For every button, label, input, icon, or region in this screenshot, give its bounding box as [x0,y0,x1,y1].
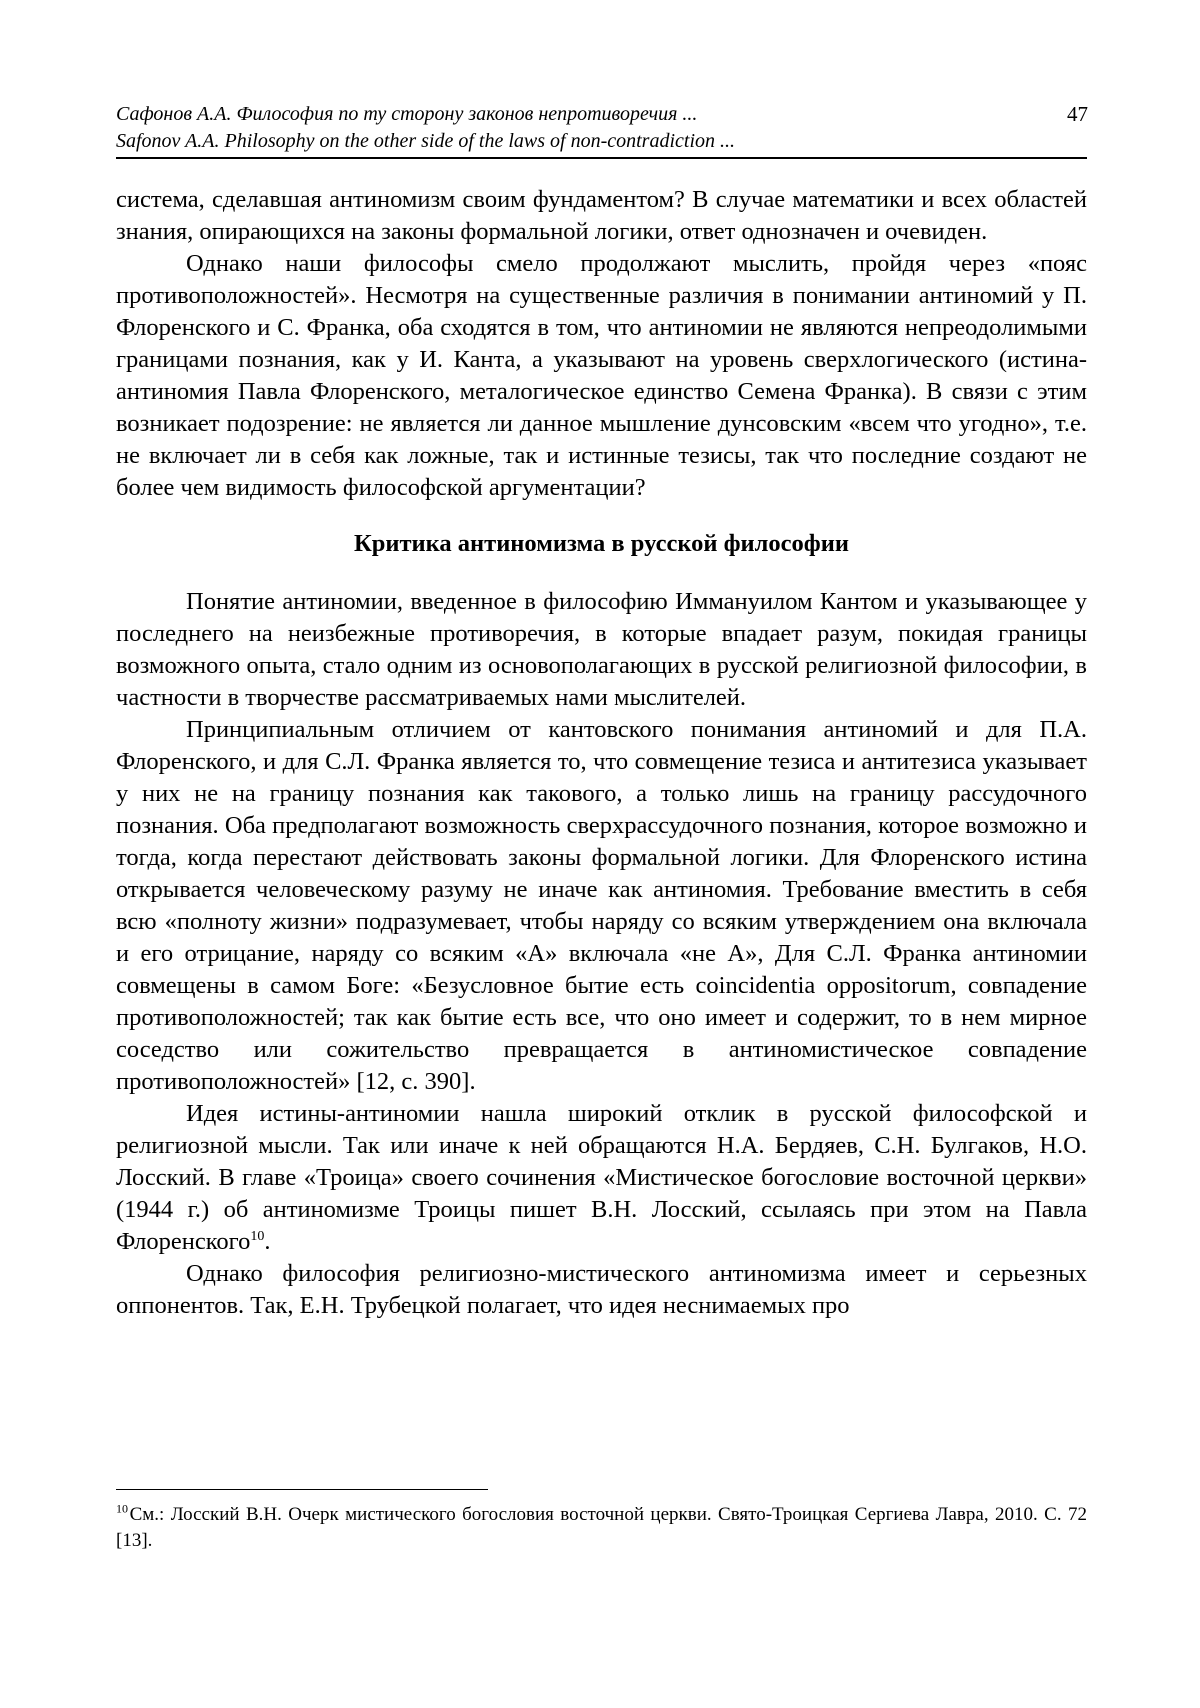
paragraph-continued: система, сделавшая антиномизм своим фундаментом? В случае математики и всех областей знания, опирающихся на законы формальной логики, ответ однозначен и очевиден. [116,186,1087,245]
header-title-ru: Сафонов А.А. Философия по ту сторону законов непротиворечия ... [116,103,698,125]
header-title-en: Safonov A.A. Philosophy on the other side of the laws of non-contradiction ... [116,130,736,152]
footnote-number: 10 [116,1501,128,1516]
paragraph: Понятие антиномии, введенное в философию Иммануилом Кантом и указывающее у последнего на неизбежные противоречия, в которые впадает разум, покидая границы возможного опыта, стало одним из основополагающих в русской религиозной философии, в частности в творчестве рассматриваемых нами мыслителей. [116,588,1087,711]
paragraph-tail: . [264,1228,271,1255]
paragraph-text: Идея истины-антиномии нашла широкий отклик в русской философской и религиозной мысли. Так или иначе к ней обращаются Н.А. Бердяев, С.Н. Булгаков, Н.О. Лосский. В главе «Троица» своего сочинения «Мистическое богословие восточной церкви» (1944 г.) об антиномизме Троицы пишет В.Н. Лосский, ссылаясь при этом на Павла Флоренского [116,1100,1087,1255]
footnote [116,1502,1087,1554]
paragraph: Однако наши философы смело продолжают мыслить, пройдя через «пояс противоположностей». Несмотря на существенные различия в понимании антиномий у П. Флоренского и С. Франка, оба сходятся в том, что антиномии не являются непреодолимыми границами познания, как у И. Канта, а указывают на уровень сверхлогического (истина-антиномия Павла Флоренского, металогическое единство Семена Франка). В связи с этим возникает подозрение: не является ли данное мышление дунсовским «всем что угодно», т.е. не включает ли в себя как ложные, так и истинные тезисы, так что последние создают не более чем видимость философской аргументации? [116,250,1087,501]
footnote-rule [116,1489,488,1490]
running-header [116,101,1088,155]
section-heading: Критика антиномизма в русской философии [354,530,849,557]
page-number: 47 [1067,102,1088,126]
paragraph: Принципиальным отличием от кантовского понимания антиномий и для П.А. Флоренского, и для С.Л. Франка является то, что совмещение тезиса и антитезиса указывает у них не на границу познания как такового, а только лишь на границу рассудочного познания. Оба предполагают возможность сверхрассудочного познания, которое возможно и тогда, когда перестают действовать законы формальной логики. Для Флоренского истина открывается человеческому разуму не иначе как антиномия. Требование вместить в себя всю «полноту жизни» подразумевает, чтобы наряду со всяким утверждением она включала и его отрицание, наряду со всяким «А» включала «не А», Для С.Л. Франка антиномии совмещены в самом Боге: «Безусловное бытие есть coincidentia oppositorum, совпадение противоположностей; так как бытие есть все, что оно имеет и содержит, то в нем мирное соседство или сожительство превращается в антиномистическое совпадение противоположностей» [12, с. 390]. [116,716,1087,1095]
footnote-text: См.: Лосский В.Н. Очерк мистического богословия восточной церкви. Свято-Троицкая Сергиева Лавра, 2010. С. 72 [13]. [116,1504,1087,1551]
paragraph-with-footnote [116,1098,1087,1258]
footnote-reference[interactable]: 10 [250,1228,265,1244]
paragraph-last: Однако философия религиозно-мистического антиномизма имеет и серьезных оппонентов. Так, Е.Н. Трубецкой полагает, что идея неснимаемых про [116,1260,1087,1319]
main-text [116,184,1087,1322]
header-rule [116,157,1087,159]
